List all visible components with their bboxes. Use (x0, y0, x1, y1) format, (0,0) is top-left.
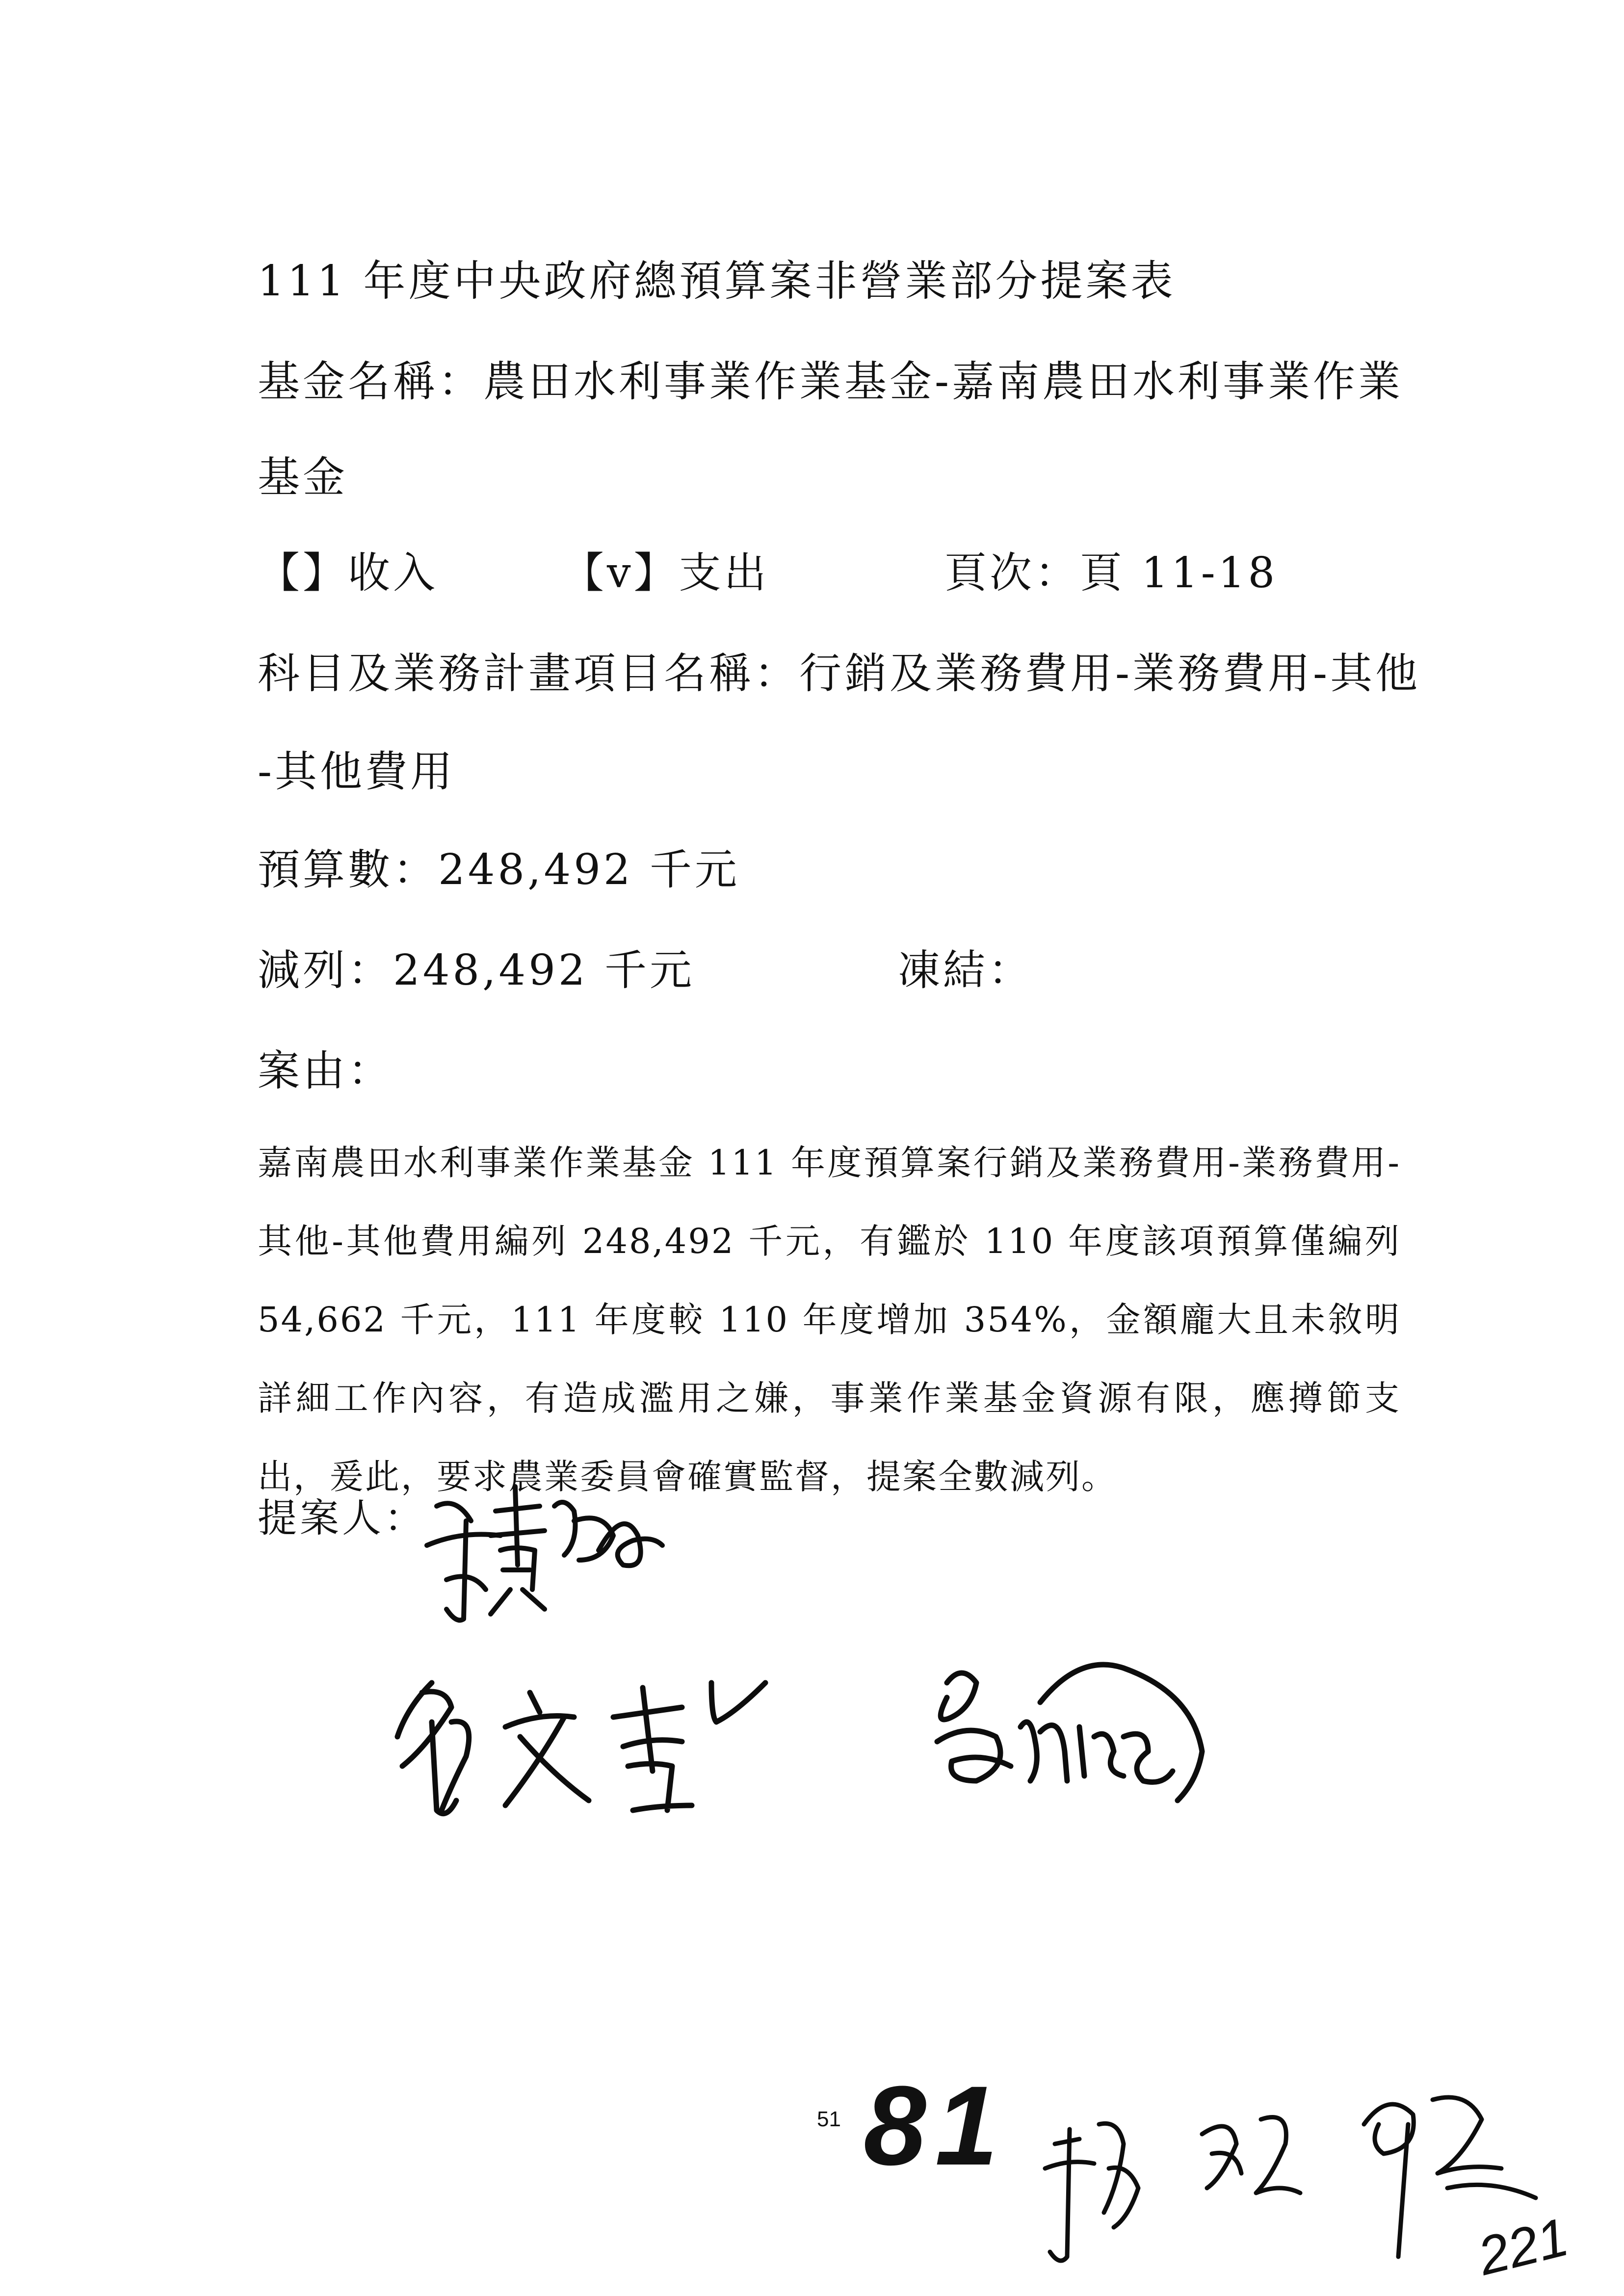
reason-paragraph: 嘉南農田水利事業作業基金 111 年度預算案行銷及業務費用-業務費用-其他-其他費用編列 248,492 千元，有鑑於 110 年度該項預算僅編列 54,662 千元，111 年度較 110 年度增加 354%，金額龐大且未敘明詳細工作內容，有造成濫用之嫌，事業作業基金資源有限，應撙節支出，爰此，要求農業委員會確實監督，提案全數減列。 (258, 1143, 1401, 1497)
form-title: 111 年度中央政府總預算案非營業部分提案表 (258, 257, 1176, 306)
budget-amount: 預算數：248,492 千元 (258, 845, 740, 894)
signature-1 (417, 1477, 672, 1624)
fund-name-line-1: 基金名稱：農田水利事業作業基金-嘉南農田水利事業作業 (258, 357, 1404, 406)
signature-3 (917, 1653, 1222, 1810)
page-reference: 頁次：頁 11-18 (944, 548, 1278, 598)
fund-name-line-2: 基金 (258, 453, 348, 502)
proposer-label: 提案人： (258, 1495, 426, 1541)
expense-checkbox: 【v】支出 (562, 548, 769, 598)
reason-label: 案由： (258, 1046, 393, 1096)
corner-note: 221 (1472, 2206, 1574, 2287)
page-number: 51 (817, 2107, 841, 2131)
income-checkbox: 【】收入 (258, 548, 438, 598)
freeze-amount: 凍結： (898, 946, 1033, 995)
reduction-amount: 減列：248,492 千元 (258, 946, 695, 995)
item-name-line-1: 科目及業務計畫項目名稱：行銷及業務費用-業務費用-其他 (258, 649, 1421, 698)
item-name-line-2: -其他費用 (258, 747, 456, 796)
signature-2 (378, 1663, 819, 1825)
handwritten-number: 81 (864, 2062, 1007, 2189)
